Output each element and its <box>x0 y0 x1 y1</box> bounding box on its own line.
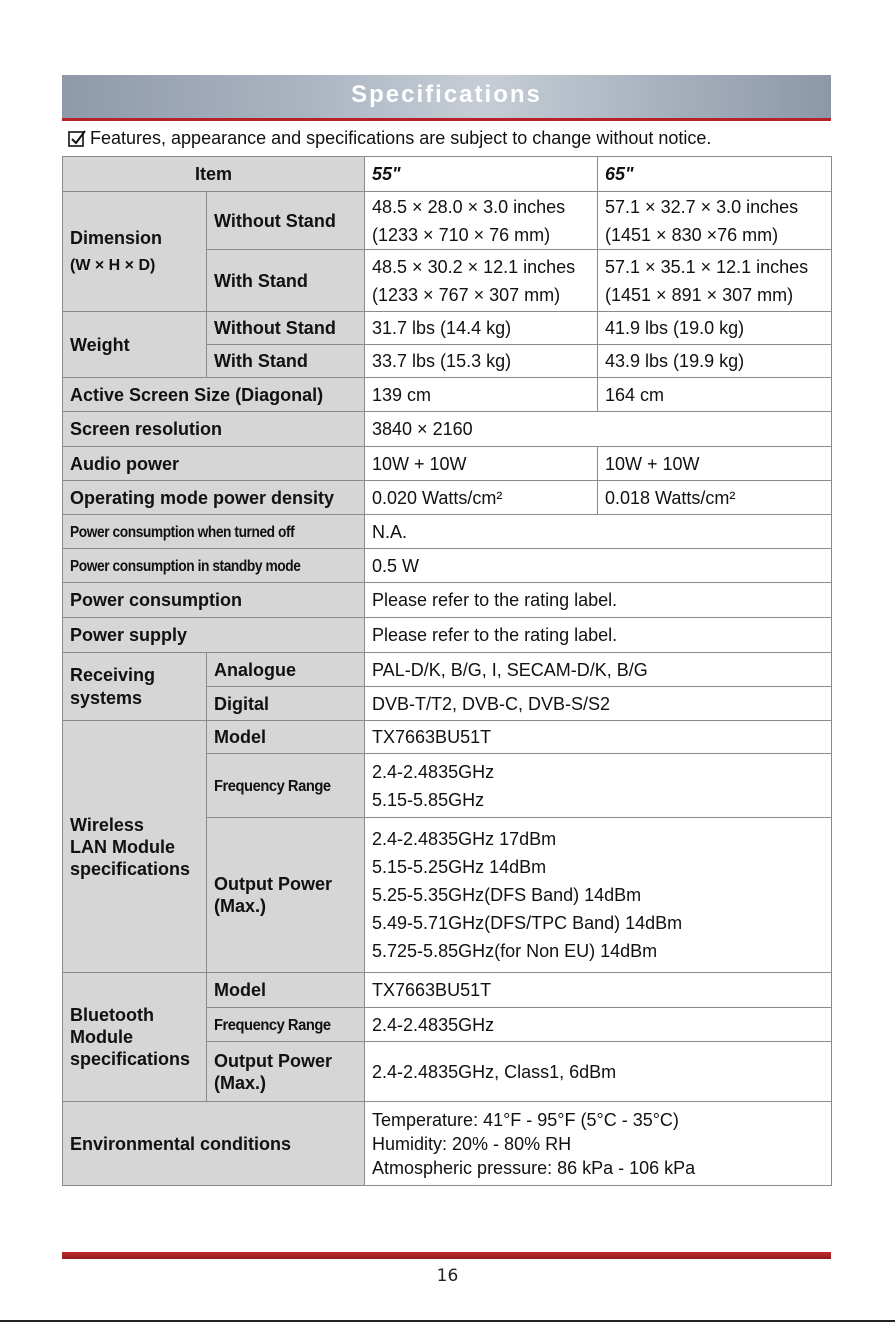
receiving-analogue-value: PAL-D/K, B/G, I, SECAM-D/K, B/G <box>365 653 832 687</box>
receiving-digital-value: DVB-T/T2, DVB-C, DVB-S/S2 <box>365 687 832 721</box>
header-size-55: 55" <box>365 157 598 192</box>
dimension-65-without: 57.1 × 32.7 × 3.0 inches (1451 × 830 ×76 mm) <box>598 192 832 250</box>
dimension-65-with: 57.1 × 35.1 × 12.1 inches (1451 × 891 × 307 mm) <box>598 250 832 312</box>
header-size-65: 65" <box>598 157 832 192</box>
table-row <box>63 481 832 515</box>
power-supply-value: Please refer to the rating label. <box>365 618 832 653</box>
power-off-label: Power consumption when turned off <box>63 515 365 549</box>
table-row <box>63 447 832 481</box>
dimension-55-without: 48.5 × 28.0 × 3.0 inches (1233 × 710 × 76 mm) <box>365 192 598 250</box>
table-header-row <box>63 157 832 192</box>
notice-text: Features, appearance and specifications are subject to change without notice. <box>90 128 712 148</box>
power-density-label: Operating mode power density <box>63 481 365 515</box>
title-banner <box>62 75 831 121</box>
audio-label: Audio power <box>63 447 365 481</box>
header-item: Item <box>63 157 365 192</box>
resolution-value: 3840 × 2160 <box>365 412 832 447</box>
dimension-without-stand: Without Stand <box>207 192 365 250</box>
table-row <box>63 549 832 583</box>
wireless-frequency-value: 2.4-2.4835GHz 5.15-5.85GHz <box>365 754 832 818</box>
wireless-model: Model <box>207 721 365 754</box>
table-row <box>63 192 832 250</box>
power-supply-label: Power supply <box>63 618 365 653</box>
power-standby-label: Power consumption in standby mode <box>63 549 365 583</box>
screen-size-label: Active Screen Size (Diagonal) <box>63 378 365 412</box>
table-row <box>63 653 832 687</box>
table-row <box>63 973 832 1008</box>
bluetooth-frequency-value: 2.4-2.4835GHz <box>365 1008 832 1042</box>
wireless-frequency: Frequency Range <box>207 754 365 818</box>
bluetooth-model: Model <box>207 973 365 1008</box>
bluetooth-frequency: Frequency Range <box>207 1008 365 1042</box>
weight-65-without: 41.9 lbs (19.0 kg) <box>598 312 832 345</box>
table-row <box>63 378 832 412</box>
bluetooth-label: Bluetooth Module specifications <box>63 973 207 1102</box>
power-density-65: 0.018 Watts/cm² <box>598 481 832 515</box>
weight-65-with: 43.9 lbs (19.9 kg) <box>598 345 832 378</box>
table-row <box>63 312 832 345</box>
weight-55-with: 33.7 lbs (15.3 kg) <box>365 345 598 378</box>
audio-55: 10W + 10W <box>365 447 598 481</box>
environment-value: Temperature: 41°F - 95°F (5°C - 35°C) Humidity: 20% - 80% RH Atmospheric pressure: 86 kPa - 106 kPa <box>365 1102 832 1186</box>
dimension-55-with: 48.5 × 30.2 × 12.1 inches (1233 × 767 × 307 mm) <box>365 250 598 312</box>
power-standby-value: 0.5 W <box>365 549 832 583</box>
screen-size-65: 164 cm <box>598 378 832 412</box>
power-off-value: N.A. <box>365 515 832 549</box>
bluetooth-output-value: 2.4-2.4835GHz, Class1, 6dBm <box>365 1042 832 1102</box>
receiving-analogue: Analogue <box>207 653 365 687</box>
table-row <box>63 1102 832 1186</box>
power-density-55: 0.020 Watts/cm² <box>365 481 598 515</box>
bluetooth-output: Output Power (Max.) <box>207 1042 365 1102</box>
screen-size-55: 139 cm <box>365 378 598 412</box>
wireless-output: Output Power (Max.) <box>207 818 365 973</box>
table-row <box>63 583 832 618</box>
audio-65: 10W + 10W <box>598 447 832 481</box>
power-consumption-value: Please refer to the rating label. <box>365 583 832 618</box>
table-row <box>63 721 832 754</box>
receiving-label: Receiving systems <box>63 653 207 721</box>
wireless-output-value: 2.4-2.4835GHz 17dBm 5.15-5.25GHz 14dBm 5.25-5.35GHz(DFS Band) 14dBm 5.49-5.71GHz(DFS/TPC Band) 14dBm 5.725-5.85GHz(for Non EU) 14dBm <box>365 818 832 973</box>
weight-without-stand: Without Stand <box>207 312 365 345</box>
weight-55-without: 31.7 lbs (14.4 kg) <box>365 312 598 345</box>
checkbox-icon <box>68 129 87 148</box>
receiving-digital: Digital <box>207 687 365 721</box>
resolution-label: Screen resolution <box>63 412 365 447</box>
weight-label: Weight <box>63 312 207 378</box>
dimension-label: Dimension (W × H × D) <box>63 192 207 312</box>
table-row <box>63 515 832 549</box>
specifications-table <box>62 156 832 1186</box>
page-title: Specifications <box>351 81 542 108</box>
notice <box>68 128 711 149</box>
table-row <box>63 412 832 447</box>
footer-bar <box>62 1252 831 1259</box>
wireless-model-value: TX7663BU51T <box>365 721 832 754</box>
dimension-with-stand: With Stand <box>207 250 365 312</box>
page-number: 16 <box>436 1266 459 1286</box>
power-consumption-label: Power consumption <box>63 583 365 618</box>
bottom-divider <box>0 1320 895 1322</box>
bluetooth-model-value: TX7663BU51T <box>365 973 832 1008</box>
weight-with-stand: With Stand <box>207 345 365 378</box>
wireless-label: Wireless LAN Module specifications <box>63 721 207 973</box>
table-row <box>63 618 832 653</box>
environment-label: Environmental conditions <box>63 1102 365 1186</box>
